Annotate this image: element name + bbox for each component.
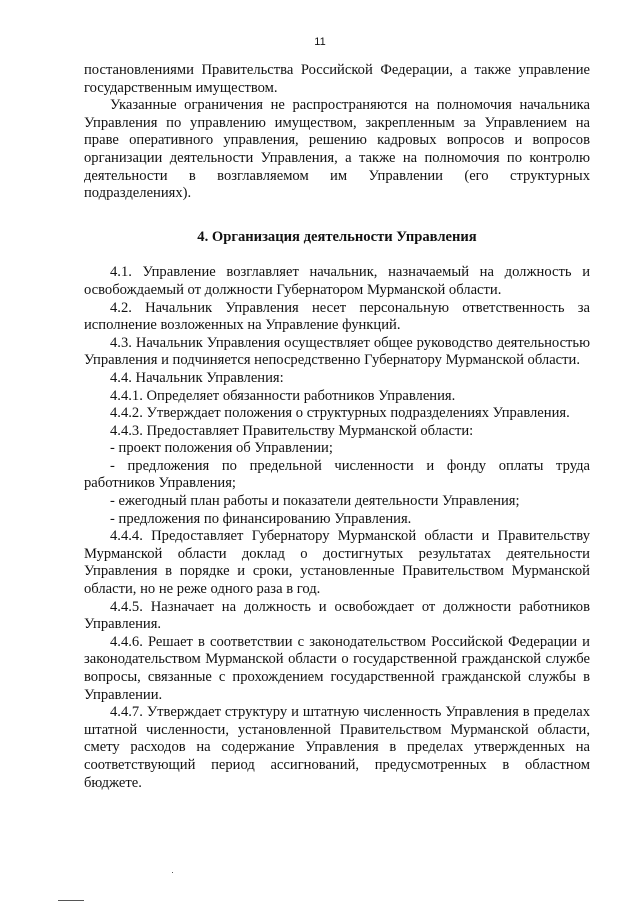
section-heading: 4. Организация деятельности Управления (197, 228, 477, 245)
paragraph: 4.4.5. Назначает на должность и освобождает от должности работников Управления. (84, 598, 590, 633)
page-number: 11 (314, 36, 326, 48)
paragraph: 4.4.3. Предоставляет Правительству Мурманской области: (110, 422, 474, 439)
paragraph: 4.2. Начальник Управления несет персональную ответственность за исполнение возложенных на Управление функций. (84, 299, 590, 334)
document-body (84, 62, 590, 792)
paragraph: 4.4.1. Определяет обязанности работников Управления. (110, 387, 456, 404)
paragraph: 4.3. Начальник Управления осуществляет общее руководство деятельностью Управления и подчиняется непосредственно Губернатору Мурманской области. (84, 334, 590, 369)
paragraph: 4.4.6. Решает в соответствии с законодательством Российской Федерации и законодательством Мурманской области о государственной гражданской службе вопросы, связанные с прохождением государственной гражданской службы в Управлении. (84, 633, 590, 703)
list-item: - предложения по предельной численности и фонду оплаты труда работников Управления; (84, 457, 590, 492)
scan-mark (58, 900, 84, 901)
paragraph: 4.1. Управление возглавляет начальник, назначаемый на должность и освобождаемый от должности Губернатором Мурманской области. (84, 264, 590, 298)
paragraph: 4.4. Начальник Управления: (110, 369, 284, 386)
paragraph: Указанные ограничения не распространяются на полномочия начальника Управления по управлению имуществом, закрепленным за Управлением на праве оперативного управления, решению кадровых вопросов и вопросов организации деятельности Управления, а также на полномочия по контролю деятельности в возглавляемом им Управлении (его структурных подразделениях). (84, 97, 590, 202)
list-item: - проект положения об Управлении; (110, 440, 333, 457)
paragraph: 4.4.2. Утверждает положения о структурных подразделениях Управления. (110, 405, 570, 422)
paragraph: 4.4.7. Утверждает структуру и штатную численность Управления в пределах штатной численности, установленной Правительством Мурманской области, смету расходов на содержание Управления в пределах утвержденных на соответствующий период ассигнований, предусмотренных в областном бюджете. (84, 704, 590, 791)
list-item: - предложения по финансированию Управления. (110, 510, 412, 527)
scan-dot (172, 872, 173, 873)
paragraph: постановлениями Правительства Российской Федерации, а также управление государственным имуществом. (84, 62, 590, 96)
paragraph: 4.4.4. Предоставляет Губернатору Мурманской области и Правительству Мурманской области доклад о достигнутых результатах деятельности Управления в порядке и сроки, установленные Правительством Мурманской области, но не реже одного раза в год. (84, 528, 590, 598)
list-item: - ежегодный план работы и показатели деятельности Управления; (110, 493, 520, 510)
